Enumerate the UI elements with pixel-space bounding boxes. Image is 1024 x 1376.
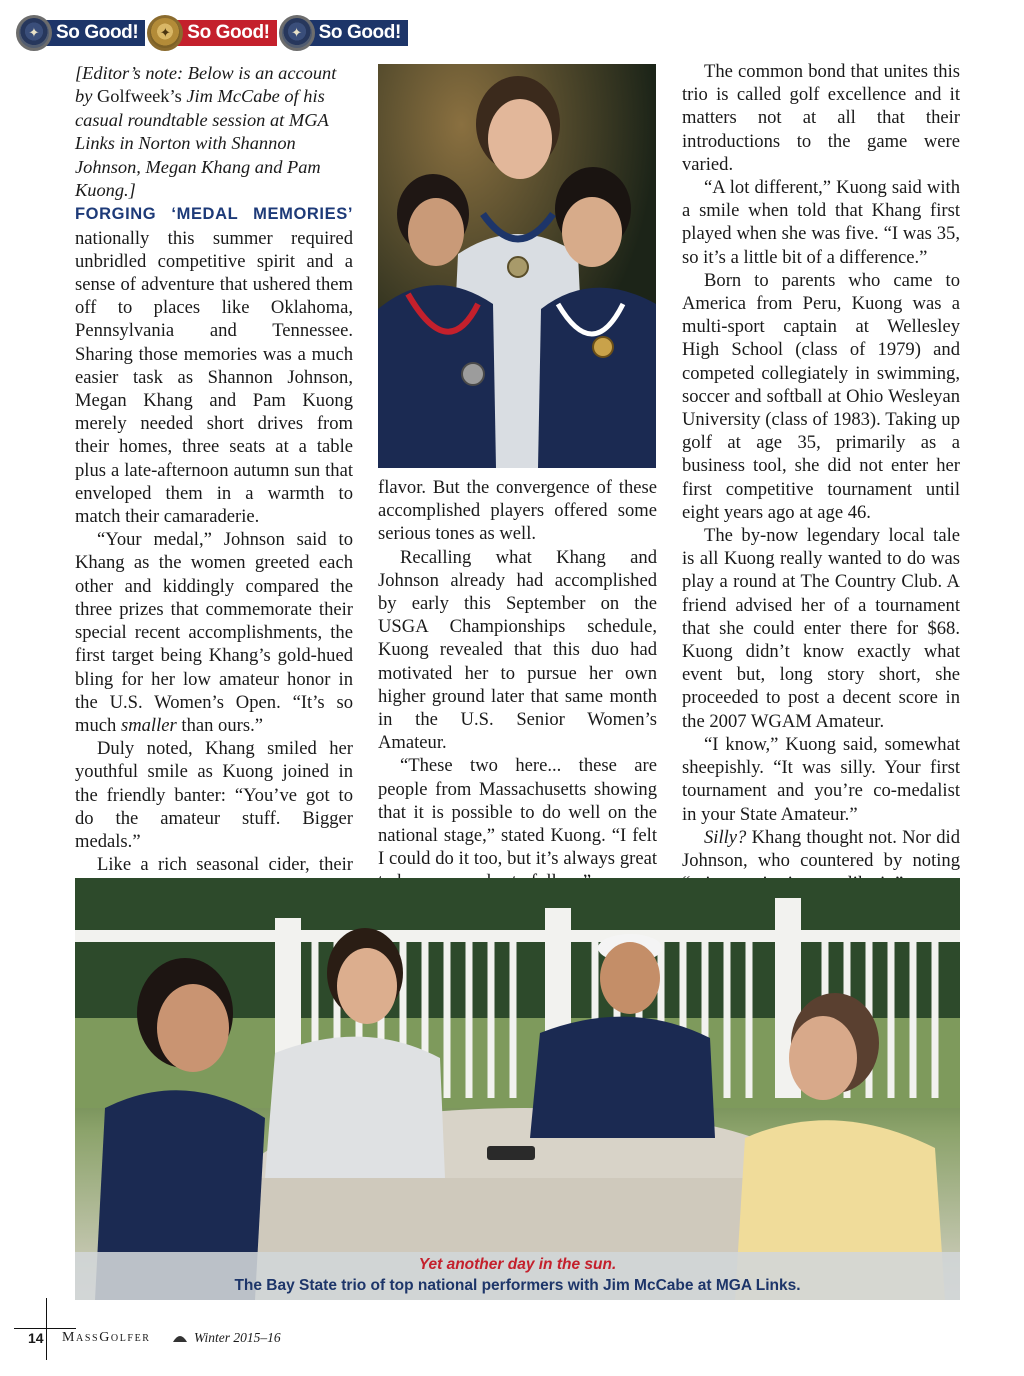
- photo-caption: [75, 1252, 960, 1300]
- badge-label: So Good!: [307, 20, 408, 46]
- paragraph: Duly noted, Khang smiled her youthful smile as Kuong joined in the friendly banter: “You’ve got to do the amateur stuff. Bigger medals.”: [75, 738, 353, 852]
- eagle-seal-icon: ✦: [16, 15, 52, 51]
- paragraph: “These two here... these are people from Massachusetts showing that it is possible to do well on the national stage,” stated Kuong. “I felt I could do it too, but it’s always great: [378, 755, 657, 870]
- publication-name: Golfweek’s: [96, 86, 182, 107]
- paragraph: Silly? Khang thought not. Nor did Johnson, who countered by noting: [682, 826, 960, 871]
- medalists-illustration: [378, 64, 656, 468]
- caption-text: The Bay State trio of top national performers with Jim McCabe at MGA Links.: [234, 1277, 801, 1294]
- medalists-photo: [378, 64, 656, 468]
- badge-1: [16, 15, 145, 51]
- editor-note: [Editor’s note: Below is an account by Golfweek’s Jim McCabe of his casual roundtable session at MGA Links in Norton with Shannon Johnson, Megan Khang and Pam Kuong.]: [75, 63, 337, 201]
- article-column-1: [75, 62, 353, 900]
- eagle-seal-icon: ✦: [279, 15, 315, 51]
- article-column-2: [378, 476, 657, 894]
- header-badges: [16, 14, 410, 52]
- paragraph: “A lot different,” Kuong said with a smile when told that Khang first played when she was five. “I was 35, so it’s a little bit of a difference.”: [682, 177, 960, 268]
- paragraph: “Your medal,” Johnson said to Khang as the women greeted each other and kiddingly compared the three prizes that commemorate their special recent accomplishments, the first target being Khang’s gold-hued bling for her low amateur honor in the U.S. Women’s Open. “It’s so much smaller than ours.”: [75, 529, 353, 736]
- article-column-3: [682, 60, 960, 895]
- roundtable-illustration: [75, 878, 960, 1300]
- paragraph: The common bond that unites this trio is called golf excellence and it matters not at all that their introductions to the game were varied.: [682, 61, 960, 175]
- badge-2: [147, 15, 276, 51]
- paragraph: Like a rich seasonal cider, their: [97, 854, 353, 876]
- gold-seal-icon: ✦: [147, 15, 183, 51]
- crop-mark-vertical: [46, 1298, 47, 1360]
- lead-in: FORGING ‘MEDAL MEMORIES’: [75, 205, 353, 224]
- golf-ball-icon: [173, 1334, 187, 1342]
- lead-paragraph: FORGING ‘MEDAL MEMORIES’ nationally this summer required unbridled competitive spirit and a sense of adventure that ushered them off to places like Oklahoma, Pennsylvania and Tennessee. Sharing those memories was a much easier task as Shannon Johnson, Megan Khang and Pam Kuong merely needed short drives from their homes, three seats at a table plus a late-afternoon autumn sun that enveloped them in a warmth to match their camaraderie.: [75, 205, 353, 528]
- crop-mark-horizontal: [14, 1328, 76, 1329]
- magazine-name: MassGolfer: [62, 1330, 151, 1345]
- paragraph: flavor. But the convergence of these accomplished players offered some serious tones as well.: [378, 477, 657, 545]
- paragraph: The by-now legendary local tale is all Kuong really wanted to do was play a round at The Country Club. A friend advised her of a tournament that she could enter there for $68. Kuong didn’t know exactly what event but, long story short, she proceeded to post a decent score in the 2007 WGAM Amateur.: [682, 525, 960, 732]
- badge-label: So Good!: [44, 20, 145, 46]
- badge-label: So Good!: [175, 20, 276, 46]
- roundtable-photo: [75, 878, 960, 1300]
- caption-headline: Yet another day in the sun.: [418, 1256, 617, 1273]
- paragraph: Recalling what Khang and Johnson already had accomplished by early this September on the USGA Championships schedule, Kuong revealed that this duo had motivated her to pursue her own higher ground later that same month in the U.S. Senior Women’s Amateur.: [378, 546, 657, 754]
- page-number: 14: [28, 1330, 44, 1346]
- paragraph: “I know,” Kuong said, somewhat sheepishly. “It was silly. Your first tournament and you’re co-medalist in your State Amateur.”: [682, 733, 960, 825]
- paragraph: Born to parents who came to America from Peru, Kuong was a multi-sport captain at Wellesley High School (class of 1979) and competed collegiately in swimming, soccer and softball at Ohio Wesleyan University (class of 1983). Taking up golf at age 35, primarily as a business tool, she did not enter her first competitive tournament until eight years ago at age 46.: [682, 269, 960, 523]
- issue-date: Winter 2015–16: [194, 1330, 281, 1345]
- badge-3: [279, 15, 408, 51]
